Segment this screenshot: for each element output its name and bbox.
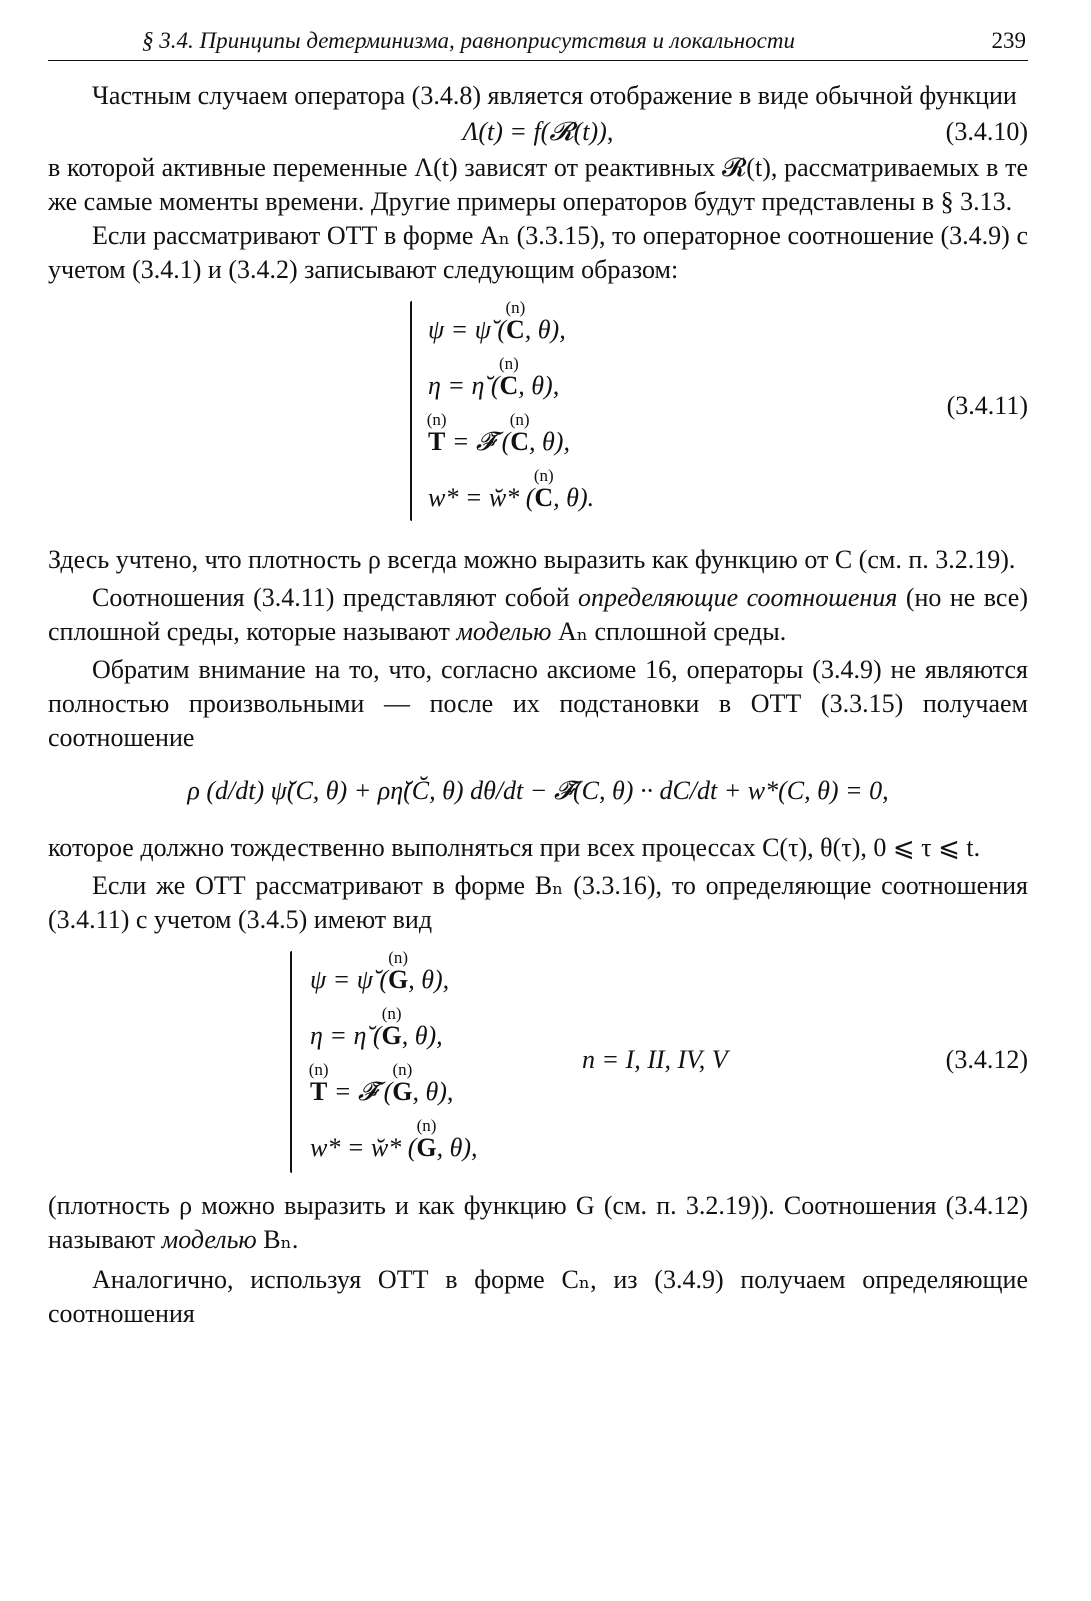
left-brace [410,301,412,521]
system-row: w* = w̆* ((n) G, θ), [310,1133,478,1163]
paragraph-3: Если рассматривают ОТТ в форме Aₙ (3.3.15), то операторное соотношение (3.4.9) с учетом (3.4.1) и (3.4.2) записывают следующим образом: [48,221,1028,284]
equation-dissipation [48,755,1028,827]
p9-emphasis-model: моделью [161,1225,257,1254]
page [48,28,1028,1331]
system-row: (n) T = 𝓕̆ ((n) C, θ), [428,427,570,457]
p9-text-c: Bₙ. [256,1225,299,1254]
equation-3-4-12-number: (3.4.12) [945,1045,1028,1074]
system-row: η = η̆ ((n) C, θ), [428,371,559,401]
equation-3-4-10-number: (3.4.10) [945,117,1028,146]
running-header [48,28,1028,61]
system-row: ψ = ψ̆ ((n) G, θ), [310,965,449,995]
paragraph-10: Аналогично, используя ОТТ в форме Cₙ, из (3.4.9) получаем определяющие соотношения [48,1265,1028,1328]
p9-text-a: (плотность ρ можно выразить и как функцию G (см. п. 3.2.19)). Соотношения (3.4.12) называют [48,1191,1028,1254]
equation-3-4-11-number: (3.4.11) [946,391,1028,420]
paragraph-7: которое должно тождественно выполняться при всех процессах C(τ), θ(τ), 0 ⩽ τ ⩽ t. [48,833,981,862]
equation-system-3-4-12 [48,937,1028,1181]
page-number: 239 [991,28,1026,53]
paragraph-4: Здесь учтено, что плотность ρ всегда можно выразить как функцию от C (см. п. 3.2.19). [48,545,1016,574]
paragraph-1: Частным случаем оператора (3.4.8) является отображение в виде обычной функции [92,81,1017,110]
equation-dissipation-formula: ρ (d/dt) ψ̆(C, θ) + ρη̆(C̆, θ) dθ/dt − 𝓕̆(C, θ) ·· dC/dt + w*(C, θ) = 0, [187,776,889,805]
left-brace [290,951,292,1173]
p5-emphasis-model: моделью [456,617,552,646]
p5-text-c: (но не все) сплошной среды, которые называют [48,583,1028,646]
paragraph-6: Обратим внимание на то, что, согласно аксиоме 16, операторы (3.4.9) не являются полностью произвольными — после их подстановки в ОТТ (3.3.15) получаем соотношение [48,655,1028,752]
p5-text-e: Aₙ сплошной среды. [551,617,787,646]
paragraph-9 [48,1189,1028,1257]
paragraph-2: в которой активные переменные Λ(t) зависят от реактивных 𝓡(t), рассматриваемых в те же самые моменты времени. Другие примеры операторов будут представлены в § 3.13. [48,153,1028,216]
system-row: (n) T = 𝓕̆ ((n) G, θ), [310,1077,453,1107]
p5-text-a: Соотношения (3.4.11) представляют собой [92,583,578,612]
equation-system-3-4-11 [48,287,1028,537]
system-row: η = η̆ ((n) G, θ), [310,1021,443,1051]
equation-3-4-12-condition: n = I, II, IV, V [582,1045,728,1074]
system-row: w* = w̆* ((n) C, θ). [428,483,594,513]
system-row: ψ = ψ̆ ((n) C, θ), [428,315,566,345]
running-title: § 3.4. Принципы детерминизма, равноприсутствия и локальности [142,28,795,53]
p5-emphasis-defining-relations: определяющие соотношения [577,583,898,612]
paragraph-8: Если же ОТТ рассматривают в форме Bₙ (3.3.16), то определяющие соотношения (3.4.11) с учетом (3.4.5) имеют вид [48,871,1028,934]
paragraph-5 [48,581,1028,649]
equation-3-4-10 [48,113,1028,151]
equation-3-4-10-formula: Λ(t) = f(𝓡(t)), [462,117,614,146]
